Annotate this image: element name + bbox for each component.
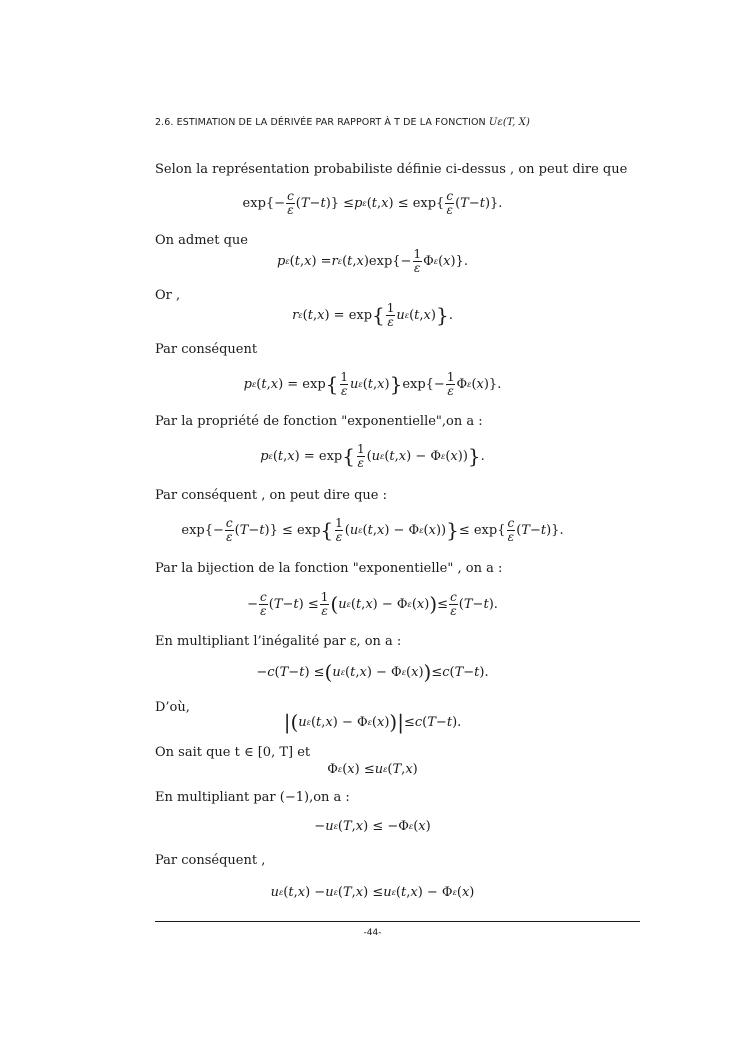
- equation-4: p ε ( t , x ) = exp { $\frac{1}{\varepsilon}$ u ε ( t , x ) } exp{− $\frac{1}{\varepsilon}$ Φ ε ( x )}.: [243, 370, 502, 398]
- equation-11: − u ε ( T , x ) ≤ −Φ ε ( x ): [314, 819, 431, 834]
- paragraph-line: D’où,: [155, 700, 190, 715]
- equation-10: Φ ε ( x ) ≤ u ε ( T , x ): [327, 762, 418, 777]
- equation-6: exp{− $\frac{c}{\varepsilon}$ ( T − t )} ≤ exp { $\frac{1}{\varepsilon}$ ( u ε ( t , x ) − Φ ε ( x )) } ≤ exp{ $\frac{c}{\varepsilon}$ ( T − t )}.: [181, 516, 564, 544]
- paragraph-line: Par conséquent , on peut dire que :: [155, 488, 387, 503]
- running-header: [155, 117, 530, 128]
- paragraph-line: On sait que t ∈ [0, T] et: [155, 745, 311, 760]
- equation-7: − $\frac{c}{\varepsilon}$ ( T − t ) ≤ $\frac{1}{\varepsilon}$ ( u ε ( t , x ) − Φ ε ( x ) ) ≤ $\frac{c}{\varepsilon}$ ( T − t ).: [247, 590, 498, 618]
- paragraph-line: Par conséquent: [155, 342, 258, 357]
- equation-1: exp{− $\frac{c}{\varepsilon}$ ( T − t )} ≤ p ε ( t , x ) ≤ exp{ $\frac{c}{\varepsilon}$ ( T − t )}.: [242, 189, 503, 217]
- equation-12: u ε ( t , x ) − u ε ( T , x ) ≤ u ε ( t , x ) − Φ ε ( x ): [270, 885, 475, 900]
- paragraph-line: Or ,: [155, 288, 181, 303]
- running-header-math: Uε(T, X): [488, 117, 530, 128]
- equation-2: p ε ( t , x ) = r ε ( t , x )exp{− $\frac{1}{\varepsilon}$ Φ ε ( x )}.: [277, 247, 468, 275]
- equation-5: p ε ( t , x ) = exp { $\frac{1}{\varepsilon}$ ( u ε ( t , x ) − Φ ε ( x )) } .: [260, 442, 485, 470]
- paragraph-line: Par conséquent ,: [155, 853, 266, 868]
- equation-9: | ( u ε ( t , x ) − Φ ε ( x ) ) | ≤ c ( T − t ).: [283, 710, 462, 734]
- paragraph-line: En multipliant l’inégalité par ε, on a :: [155, 634, 402, 649]
- paragraph-line: Par la bijection de la fonction "exponentielle" , on a :: [155, 561, 503, 576]
- running-header-text: 2.6. ESTIMATION DE LA DÉRIVÉE PAR RAPPORT À T DE LA FONCTION: [155, 117, 489, 128]
- paragraph-line: En multipliant par (−1),on a :: [155, 790, 350, 805]
- footer-rule: [155, 921, 640, 922]
- paragraph-line: Selon la représentation probabiliste définie ci-dessus , on peut dire que: [155, 162, 628, 177]
- paragraph-line: Par la propriété de fonction "exponentielle",on a :: [155, 414, 483, 429]
- equation-8: − c ( T − t ) ≤ ( u ε ( t , x ) − Φ ε ( x ) ) ≤ c ( T − t ).: [256, 660, 489, 684]
- page-number: -44-: [363, 928, 382, 938]
- paragraph-line: On admet que: [155, 233, 248, 248]
- equation-3: r ε ( t , x ) = exp { $\frac{1}{\varepsilon}$ u ε ( t , x ) } .: [292, 301, 453, 329]
